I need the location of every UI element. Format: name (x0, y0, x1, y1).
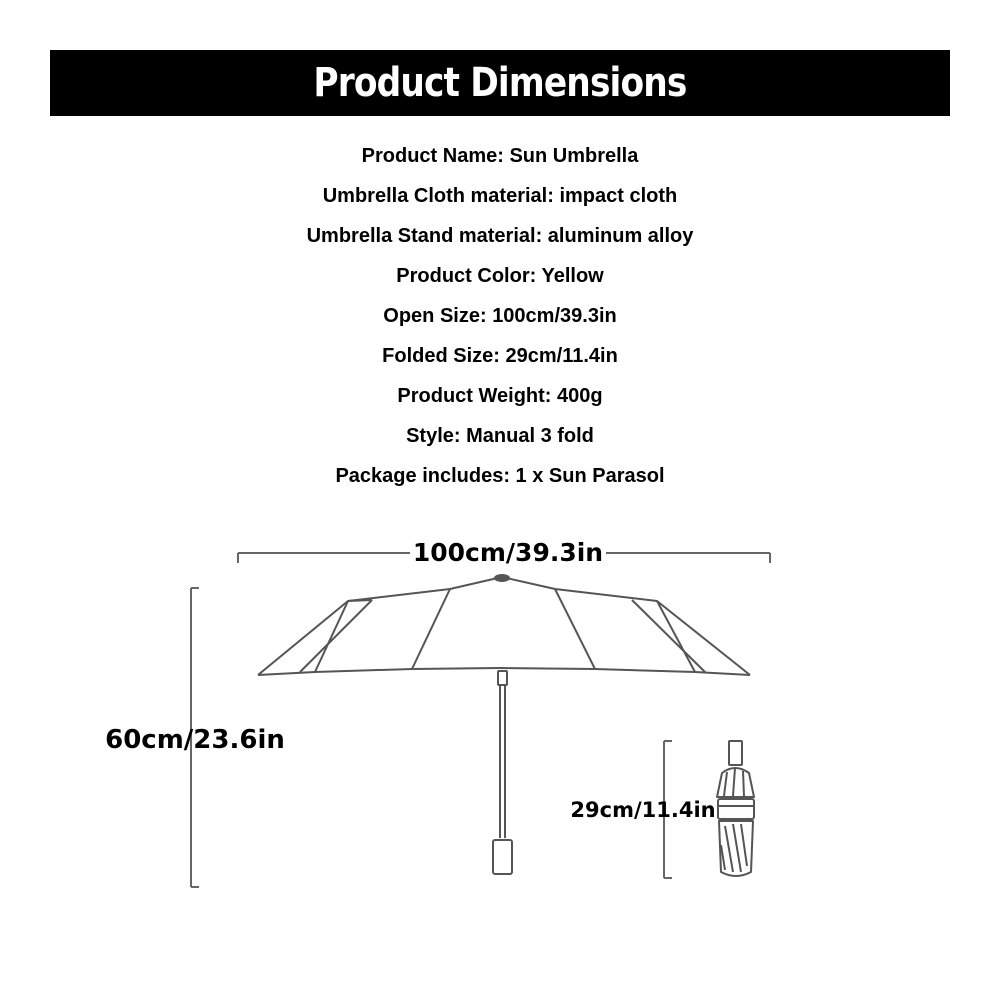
spec-package: Package includes: 1 x Sun Parasol (335, 465, 665, 487)
spec-product-color: Product Color: Yellow (396, 265, 604, 287)
spec-style: Style: Manual 3 fold (406, 425, 594, 447)
spec-open-size: Open Size: 100cm/39.3in (383, 305, 617, 327)
spec-product-weight: Product Weight: 400g (397, 385, 603, 407)
width-label: 100cm/39.3in (412, 538, 604, 567)
folded-label: 29cm/11.4in (570, 798, 716, 822)
spec-stand-material: Umbrella Stand material: aluminum alloy (306, 225, 694, 247)
spec-cloth-material: Umbrella Cloth material: impact cloth (322, 185, 678, 207)
height-label: 60cm/23.6in (105, 725, 285, 755)
spec-folded-size: Folded Size: 29cm/11.4in (382, 345, 618, 367)
page-title: Product Dimensions (313, 60, 687, 106)
open-umbrella (258, 575, 750, 874)
spec-product-name: Product Name: Sun Umbrella (361, 145, 639, 167)
folded-umbrella (717, 741, 754, 876)
